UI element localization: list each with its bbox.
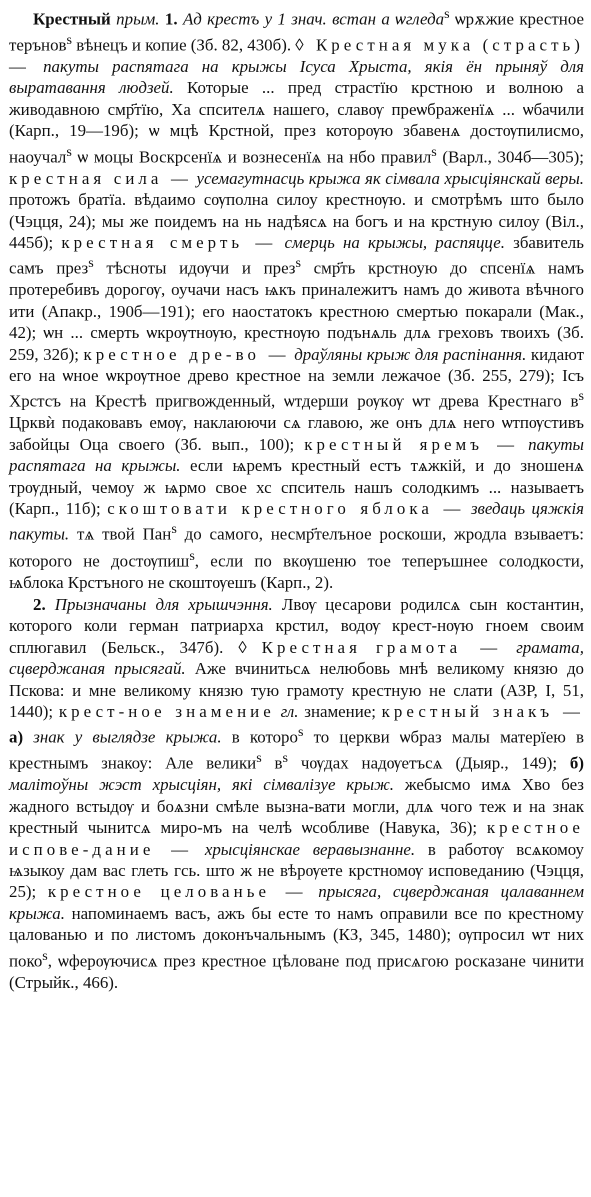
quote: тѣсноты идѹчи и xyxy=(106,258,251,278)
superscript: s xyxy=(431,143,437,160)
quote: нбо правил xyxy=(349,147,432,167)
quote: до самого, несмр҃телъное xyxy=(184,525,372,545)
quote: напоминаемъ васъ, xyxy=(71,903,211,923)
sense-1-ref: Ад крестъ у 1 знач. встан а ѡгледа xyxy=(182,9,445,29)
phrase-headword: ◊ Крестная мука (страсть) — xyxy=(9,35,584,77)
definition: крыжы Ісуса Хрыста, якія ён прыняў для выратавання людзей. xyxy=(9,57,585,98)
phrase-headword: крестное дре- xyxy=(83,344,236,364)
headword: Крестный xyxy=(33,9,111,29)
quote: поко xyxy=(9,951,43,971)
text-run: ѡрѫжие крестное терънов xyxy=(9,9,584,55)
quote: Аже вчинитьсѧ xyxy=(194,659,311,679)
subsense-b: б) xyxy=(569,754,584,774)
superscript: s xyxy=(256,750,262,767)
definition: малітоўны жэст хрысціян, які сімвалізуе крыж. xyxy=(9,775,395,795)
quote: в работѹ всѧкомоу xyxy=(427,839,585,859)
definition: Прызначаны для хрышчэння. xyxy=(54,594,273,614)
part-of-speech: прым. xyxy=(116,9,160,29)
superscript: s xyxy=(189,547,195,564)
phrase-headword: крестный знакъ — xyxy=(381,701,584,721)
quote: тѧ твой Пан xyxy=(76,525,172,545)
phrase-headword: Крестная xyxy=(261,637,361,657)
phrase-headword: крест- xyxy=(58,701,129,721)
quote: чемоу ж ѩрмо свое хс спситель нашъ солодкимъ ... называетъ xyxy=(91,477,584,497)
quote: смр҃ть крстноую до спсенїѧ намъ протеребивъ дорогѹ, xyxy=(9,258,584,300)
phrase-headword: скоштовати крестного яблока — xyxy=(107,499,465,519)
quote: нѹю гноем своим сплюгавил (Бельск., 347б). ◊ xyxy=(9,616,584,657)
text-run: вѣнецъ и копие (Зб. 82, 430б). xyxy=(76,35,292,55)
quote: вкѹшеню тое теперъшнее солодкости, ѩблока Крстъного не xyxy=(9,551,584,592)
quote: достѹпилисмо, наоучал xyxy=(9,121,584,167)
quote: роскоши, жродла взываетъ: которого не достѹпиш xyxy=(9,525,584,571)
quote: подънѧль длѧ греховъ твоихъ (Зб. 259, 32б); xyxy=(9,323,584,364)
phrase-headword: во — xyxy=(235,344,290,364)
phrase-headword: крестное испове- xyxy=(9,818,584,859)
entry-sense-1 xyxy=(9,4,584,593)
definition: грамата, сцверджаная прысягай. xyxy=(9,637,584,679)
quote: то церкви ѡбраз малы xyxy=(313,728,490,747)
source-ref: (Варл., 304б—305); xyxy=(442,147,584,167)
quote: чѹдах надѹетъсѧ xyxy=(300,754,443,774)
superscript: s xyxy=(578,388,584,405)
quote: през xyxy=(263,258,296,278)
superscript: s xyxy=(297,724,304,741)
quote: росказане чинити (Стрыйк., 466). xyxy=(9,951,585,992)
quote: в которо xyxy=(231,728,298,747)
quote: жебысмо имѧ Хво без жадного встыдѹ и боѧзни смѣле вызна- xyxy=(9,775,584,816)
superscript: s xyxy=(171,521,177,538)
phrase-headword: ное знамение xyxy=(128,701,275,721)
phrase-headword: грамота — xyxy=(375,637,502,657)
quote: кидают его на ѡное xyxy=(9,344,584,385)
subsense-a: а) xyxy=(9,728,24,747)
quote: смр҃тїю, Ха спсителѧ нашего, славѹ преѡбраженїѧ ... ѡбачили xyxy=(107,99,584,119)
quote: збавитель самъ през xyxy=(9,232,584,278)
definition: знак у выглядзе крыжа. xyxy=(33,728,222,747)
quote: ѩзыкоу дам вас глеть гсь. што ж не вѣрѹете крстномѹ xyxy=(9,861,423,881)
quote: Црквѝ подаковавъ емѹ, наклаюючи сѧ главою, xyxy=(9,413,364,433)
quote: , ѡферѹючисѧ през крестное цѣловане под присѧгою xyxy=(47,951,449,971)
quote: в xyxy=(274,754,283,774)
superscript: s xyxy=(66,32,73,49)
quote: братїа. вѣдаимо сѹполна силоу крестнѹю. и смотрѣмъ што xyxy=(78,190,540,210)
quote: ѡ моцы Воскрсенїѧ и вознесенїѧ на xyxy=(77,147,344,167)
superscript: s xyxy=(444,6,450,22)
quote: (Дыяр., 149); xyxy=(455,754,558,774)
quote: нелюбовь мнѣ великому князю до Пскова: и мне великому xyxy=(9,659,584,700)
quote: оучачи насъ ѩкъ приналежитъ намъ до живота вѣчного ити xyxy=(9,280,584,321)
entry-sense-2 xyxy=(9,594,584,993)
phrase-headword: крестная смерть — xyxy=(61,232,277,252)
quote: (Апакр., 190б—191); его наостатокъ крестною смертью xyxy=(41,301,459,321)
sense-number-1: 1. xyxy=(164,9,178,29)
definition: пакуты распятага на xyxy=(43,57,219,77)
quote: , если по xyxy=(194,551,272,571)
quote: ѡкрѹтное древо крестное на земли лежачое (Зб. 255, 279); Ісъ xyxy=(105,366,584,385)
superscript: s xyxy=(282,750,288,767)
quote: (Карп., 11б); xyxy=(9,499,101,519)
phrase-headword: крестное целованье — xyxy=(47,882,307,902)
quote: знамение; xyxy=(304,701,376,721)
superscript: s xyxy=(42,947,48,964)
quote: Лвѹ цесарови родилсѧ сын xyxy=(281,594,498,614)
quote: же онъ длѧ него ѡтпѹстивъ забойцы Оца своего (Зб. вып., xyxy=(9,413,584,454)
quote: Хрстсъ на Крестѣ пригвожденный, ѡтдерши рѹкѹ ѡт древа xyxy=(9,392,479,412)
phrase-headword: крестный яремъ — xyxy=(304,434,519,454)
definition: на крыжы, распяцце. xyxy=(342,232,505,252)
quote: если ѩремъ крестный естъ тѧжкій, и до зношенѧ трѹдный, xyxy=(9,456,584,497)
quote: покарали (Мак., 42); ѡн ... смерть ѡкрѹтнѹю, крестнѹю xyxy=(9,301,584,343)
quote: скоштѹешъ (Карп., 2). xyxy=(168,572,334,592)
phrase-headword: крестная сила — xyxy=(9,168,192,188)
definition: пакуты распятага на крыжы. xyxy=(9,434,584,476)
quote: протожъ xyxy=(9,190,71,210)
quote: вати могли, длѧ чого теж и на знак крестный чынитсѧ миро- xyxy=(9,796,584,838)
definition: смерць xyxy=(284,232,335,252)
quote: было (Чэцця, 24); мы же поидемъ на нь надѣясѧ на богъ и на xyxy=(9,190,584,231)
quote: исповеданию (Чэцця, 25); xyxy=(9,861,584,902)
quote: ажъ бы есте то намъ оправили все по крестному цалованью и xyxy=(9,903,584,945)
phrase-headword: дание — xyxy=(92,839,193,859)
definition: зведаць цяжкія пакуты. xyxy=(9,499,585,545)
definition: усемагутнасць крыжа як сімвала хрысціянскай веры. xyxy=(196,168,585,188)
quote: крстную силоу (Віл., 445б); xyxy=(9,211,585,252)
quote: костантин, которого коли герман патриарха крстил, водѹ крест- xyxy=(9,594,584,636)
sense-number-2: 2. xyxy=(33,594,46,614)
definition: хрысціянскае веравызнанне. xyxy=(204,839,416,859)
superscript: s xyxy=(88,255,94,272)
quote: матерїею в крестнымъ знакоу: Але велики xyxy=(9,728,584,774)
cross-ref: гл. xyxy=(280,701,299,721)
quote: Крестнаго в xyxy=(487,392,579,412)
quote: по листомъ доконъчальнымъ (КЗ, 345, 1480); ѹпросил ѡт них xyxy=(111,925,584,945)
quote: 100); xyxy=(258,434,295,454)
superscript: s xyxy=(66,143,72,160)
definition: прысяга, сцверджаная цалаваннем крыжа. xyxy=(9,882,584,923)
quote: (Карп., 19—19б); ѡ мцѣ Крстной, през которѹю збавенѧ xyxy=(9,121,461,141)
quote: князю тую грамоту крестную не слати (АЗР, І, 51, 1440); xyxy=(9,680,584,721)
quote: мъ на челѣ ѡсобливе (Навука, 36); xyxy=(202,818,478,838)
definition: драўляны крыж для распінання. xyxy=(294,344,527,364)
superscript: s xyxy=(295,255,301,272)
quote: Которые ... пред страстїю крстною и волною а живодавною xyxy=(9,78,584,119)
